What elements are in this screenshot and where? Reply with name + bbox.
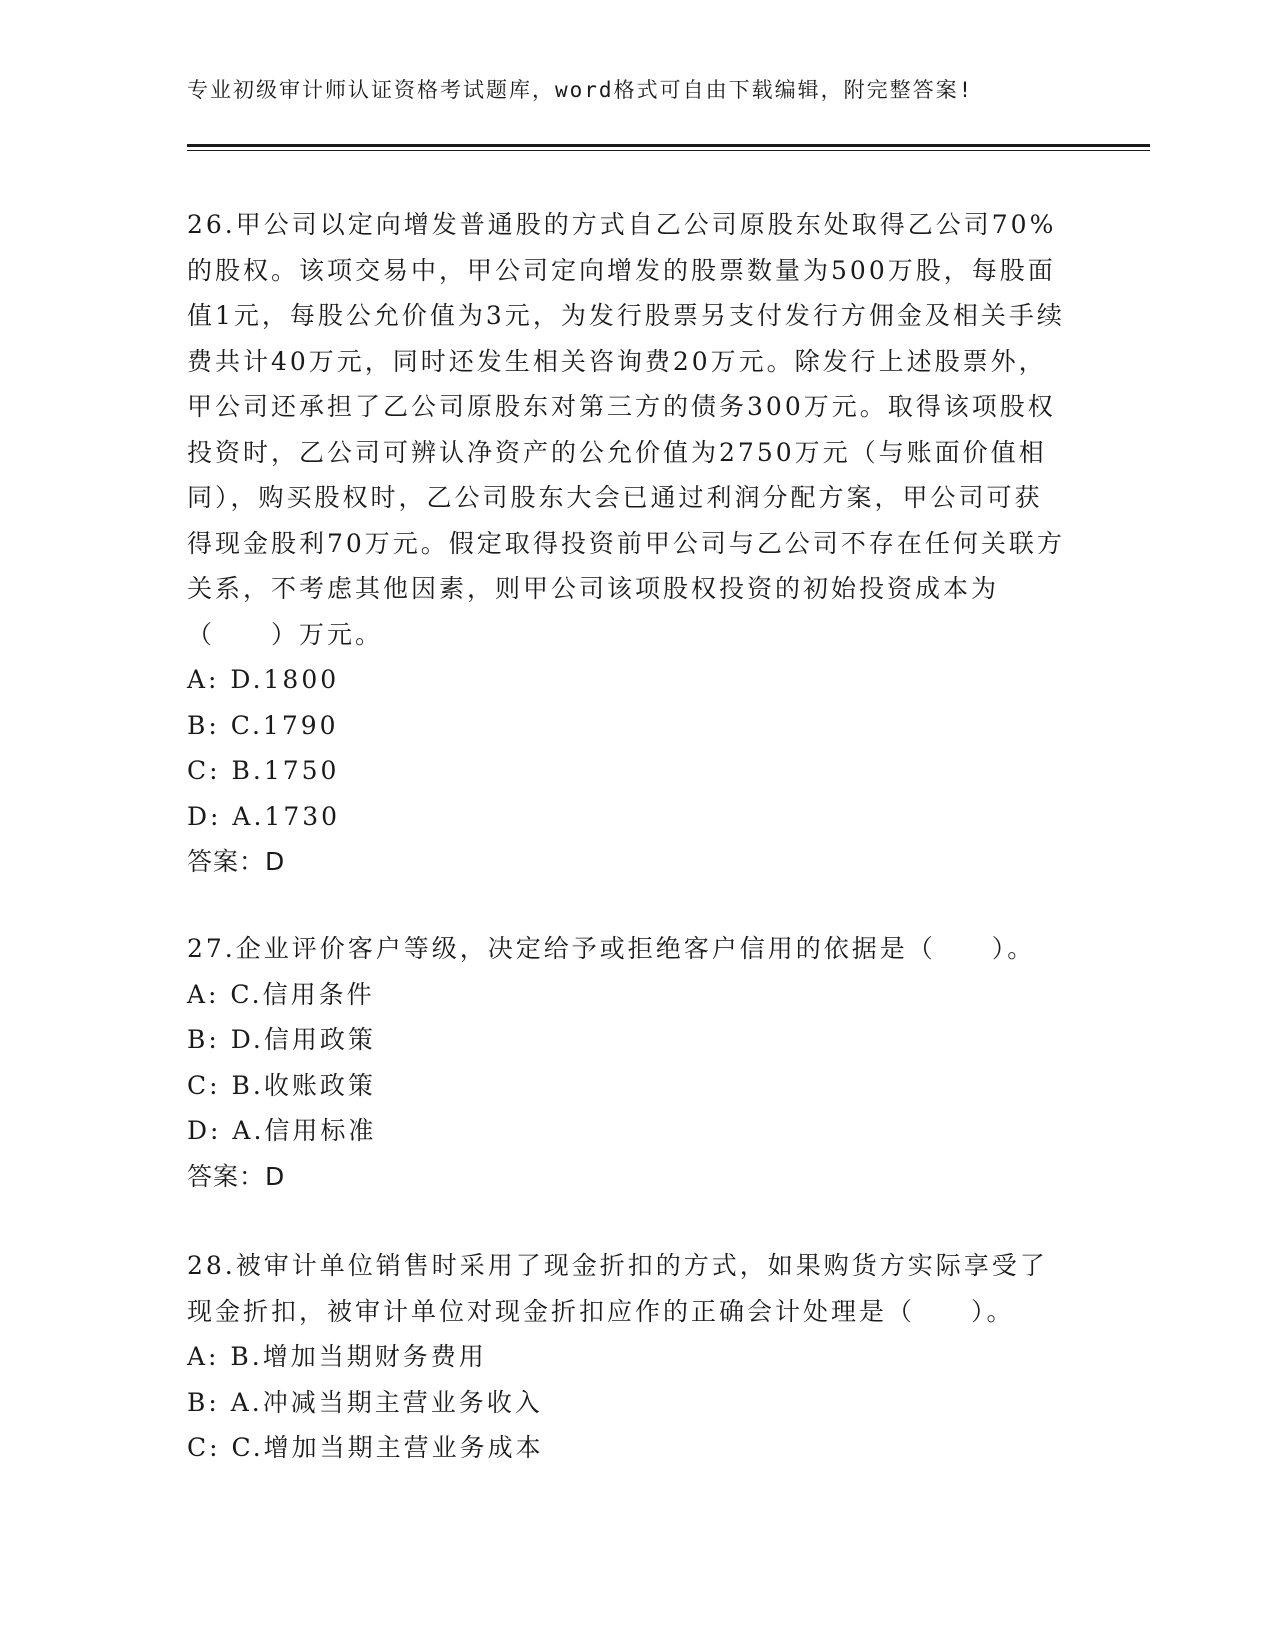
option-c: C: C.增加当期主营业务成本 [187, 1433, 544, 1462]
option-a: A: C.信用条件 [187, 979, 375, 1009]
option-b: B: C.1790 [187, 710, 339, 740]
header-divider-thin [187, 150, 1150, 151]
option-c: C: B.收账政策 [187, 1070, 376, 1100]
option-b: B: A.冲减当期主营业务收入 [187, 1387, 543, 1417]
question-27 [187, 926, 1067, 1199]
question-stem: 27.企业评价客户等级，决定给予或拒绝客户信用的依据是（ ）。 [187, 934, 1036, 963]
question-26 [187, 202, 1067, 885]
page-header-text: 专业初级审计师认证资格考试题库，word格式可自由下载编辑，附完整答案! [187, 78, 974, 102]
question-stem: 28.被审计单位销售时采用了现金折扣的方式，如果购货方实际享受了现金折扣，被审计单位对现金折扣应作的正确会计处理是（ ）。 [187, 1251, 1048, 1326]
answer-text: 答案：D [187, 1161, 286, 1191]
option-a: A: B.增加当期财务费用 [187, 1342, 487, 1371]
question-stem: 26.甲公司以定向增发普通股的方式自乙公司原股东处取得乙公司70%的股权。该项交易中，甲公司定向增发的股票数量为500万股，每股面值1元，每股公允价值为3元，为发行股票另支付发行方佣金及相关手续费共计40万元，同时还发生相关咨询费20万元。除发行上述股票外，甲公司还承担了乙公司原股东对第三方的债务300万元。取得该项股权投资时，乙公司可辨认净资产的公允价值为2750万元（与账面价值相同），购买股权时，乙公司股东大会已通过利润分配方案，甲公司可获得现金股利70万元。假定取得投资前甲公司与乙公司不存在任何关联方关系，不考虑其他因素，则甲公司该项股权投资的初始投资成本为（ ）万元。 [187, 210, 1065, 649]
option-d: D: A.信用标准 [187, 1116, 377, 1145]
option-c: C: B.1750 [187, 756, 340, 785]
option-a: A: D.1800 [187, 665, 340, 694]
answer-text: 答案：D [187, 847, 286, 876]
header-divider-thick [187, 144, 1150, 147]
option-d: D: A.1730 [187, 801, 341, 831]
question-28 [187, 1243, 1067, 1471]
option-b: B: D.信用政策 [187, 1025, 376, 1054]
